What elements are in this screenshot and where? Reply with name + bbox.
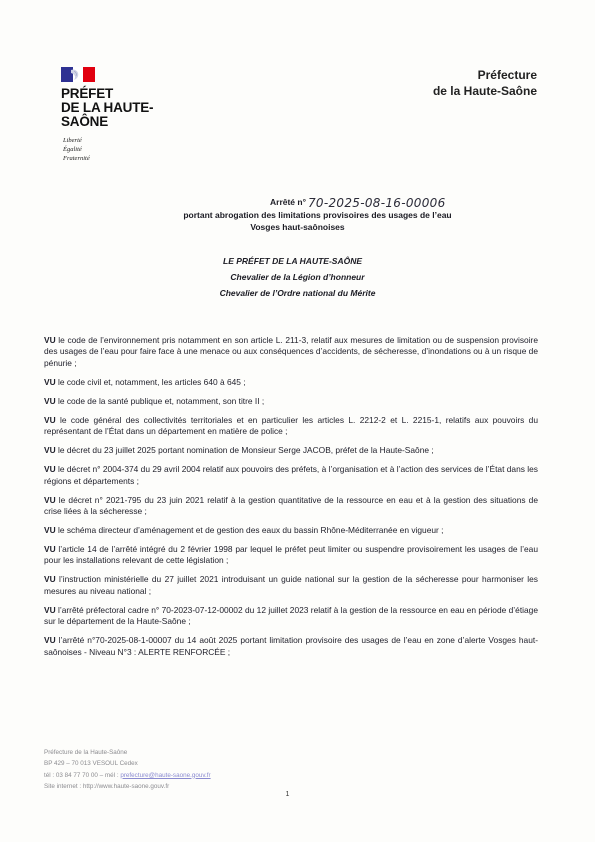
visa-keyword: VU <box>44 395 56 406</box>
visa-keyword: VU <box>44 464 56 475</box>
footer-email-link[interactable]: prefecture@haute-saone.gouv.fr <box>120 771 211 779</box>
visa-text: le code général des collectivités territoriales et en particulier les articles L. 2212-2 et L. 2215-1, relatifs aux pouvoirs du représentant de l’État dans un département en matière de police ; <box>44 414 538 437</box>
visa-text: l’instruction ministérielle du 27 juillet 2021 introduisant un guide national sur la gestion de la sécheresse pour harmoniser les mesures au niveau national ; <box>44 574 538 596</box>
visas-list <box>44 335 538 666</box>
arrete-heading <box>270 193 446 210</box>
visa-text: le code de l’environnement pris notamment en son article L. 211-3, relatif aux mesures de limitation ou de suspension provisoire des usages de l’eau pour faire face à une menace ou aux conséquences d’accidents, de sécheresse, d’inondations ou à un risque de pénurie ; <box>44 335 538 368</box>
visa-text: l’arrêté n°70-2025-08-1-00007 du 14 août 2025 portant limitation provisoire des usages de l’eau en zone d’alerte Vosges haut-saônoises - Niveau N°3 : ALERTE RENFORCÉE ; <box>44 635 538 657</box>
footer-address-name: Préfecture de la Haute-Saône <box>44 749 128 756</box>
motto-egalite: Égalité <box>63 146 82 153</box>
footer-contact <box>44 770 211 781</box>
prefecture-header <box>433 67 537 99</box>
visa-item <box>44 415 538 438</box>
visa-item <box>44 445 538 456</box>
visa-keyword: VU <box>44 414 56 425</box>
page-footer <box>44 747 211 792</box>
visa-text: l’arrêté préfectoral cadre n° 70-2023-07-12-00002 du 12 juillet 2023 relatif à la gestion de la ressource en eau en période d’étiage sur le département de la Haute-Saône ; <box>44 604 538 627</box>
visa-text: le décret n° 2004-374 du 29 avril 2004 relatif aux pouvoirs des préfets, à l’organisation et à l’action des services de l’État dans les régions et départements ; <box>44 464 538 486</box>
visa-keyword: VU <box>44 376 56 387</box>
prefecture-line-2: de la Haute-Saône <box>432 84 537 98</box>
prefect-honour-2: Chevalier de l’Ordre national du Mérite <box>219 288 376 298</box>
page-number <box>0 791 595 798</box>
visa-item <box>44 544 538 567</box>
visa-keyword: VU <box>44 525 56 536</box>
logo-line-2: DE LA HAUTE- <box>61 100 154 115</box>
visa-item <box>44 377 538 388</box>
visa-item <box>44 396 538 407</box>
arrete-label: Arrêté n° <box>270 197 306 207</box>
arrete-number-handwritten: 70-2025-08-16-00006 <box>308 196 446 210</box>
visa-keyword: VU <box>44 544 56 555</box>
visa-text: le code civil et, notamment, les articles 640 à 645 ; <box>55 376 246 387</box>
visa-text: le code de la santé publique et, notamment, son titre II ; <box>55 395 265 406</box>
footer-website-url[interactable]: http://www.haute-saone.gouv.fr <box>82 782 170 790</box>
visa-text: le décret n° 2021-795 du 23 juin 2021 relatif à la gestion quantitative de la ressource en eau et à la gestion des situations de crise liées à la sécheresse ; <box>44 494 538 517</box>
footer-website-label: Site internet : <box>44 782 83 790</box>
footer-address-bp: BP 429 – 70 013 VESOUL Cedex <box>44 760 138 768</box>
logo-line-1: PRÉFET <box>61 86 114 101</box>
prefect-honour-1: Chevalier de la Légion d’honneur <box>230 272 365 282</box>
visa-item <box>44 605 538 628</box>
page-number-value: 1 <box>285 791 290 798</box>
visa-item <box>44 635 538 658</box>
visa-text: le schéma directeur d’aménagement et de gestion des eaux du bassin Rhône-Méditerranée en vigueur ; <box>55 525 444 536</box>
prefecture-line-1: Préfecture <box>477 68 537 82</box>
visa-text: l’article 14 de l’arrêté intégré du 2 février 1998 par lequel le préfet peut limiter ou suspendre provisoirement les usages de l’eau pour les installations relevant de cette législation ; <box>44 544 538 566</box>
visa-keyword: VU <box>44 445 56 456</box>
visa-text: le décret du 23 juillet 2025 portant nomination de Monsieur Serge JACOB, préfet de la Haute-Saône ; <box>55 445 434 456</box>
visa-item <box>44 495 538 518</box>
visa-keyword: VU <box>44 604 56 615</box>
visa-keyword: VU <box>44 494 56 505</box>
visa-item <box>44 525 538 536</box>
logo-line-3: SAÔNE <box>61 114 109 129</box>
motto-liberte: Liberté <box>63 137 82 144</box>
marianne-flag-icon <box>61 67 95 82</box>
visa-item <box>44 335 538 369</box>
visa-keyword: VU <box>44 335 56 345</box>
visa-keyword: VU <box>44 635 56 646</box>
visa-item <box>44 464 538 487</box>
motto-fraternite: Fraternité <box>63 155 90 162</box>
arrete-zone: Vosges haut-saônoises <box>250 222 345 232</box>
logo-wordmark <box>61 87 153 129</box>
republic-motto <box>63 136 90 163</box>
prefect-title: LE PRÉFET DE LA HAUTE-SAÔNE <box>223 256 362 266</box>
visa-keyword: VU <box>44 574 56 585</box>
arrete-subject: portant abrogation des limitations provisoires des usages de l’eau <box>183 210 452 220</box>
footer-phone: tél : 03 84 77 70 00 – mél : <box>44 771 121 779</box>
visa-item <box>44 574 538 597</box>
